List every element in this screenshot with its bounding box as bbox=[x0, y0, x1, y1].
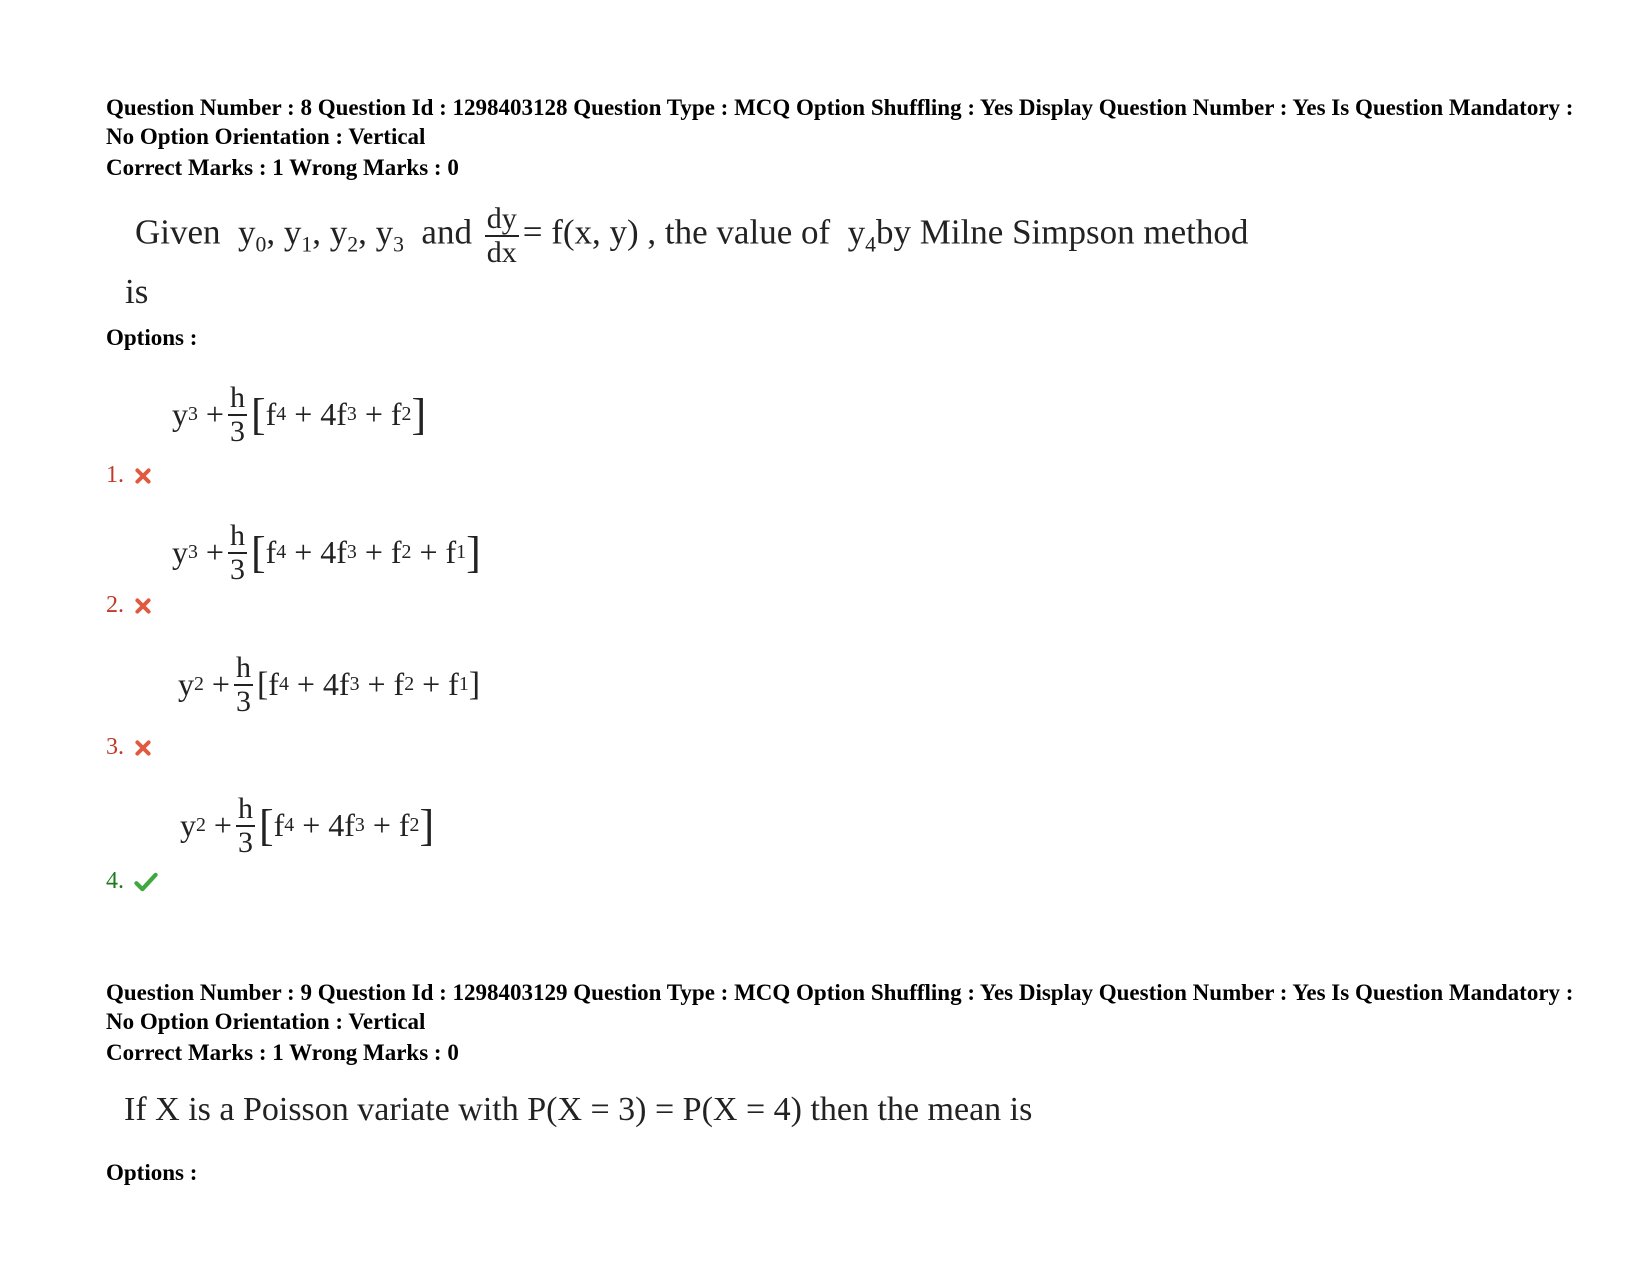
q8-options-label: Options : bbox=[106, 325, 198, 350]
q8-stem-y4: $y_4$ bbox=[847, 212, 876, 257]
q8-stem-y2: $y_2$ bbox=[329, 212, 359, 257]
h-over-3-fraction: $\frac{h}{3}$ bbox=[229, 381, 245, 448]
q8-stem-eq: = f(x, y) , the value of bbox=[522, 212, 831, 252]
h-over-3-fraction: $\frac{h}{3}$ bbox=[237, 792, 253, 859]
cross-icon bbox=[134, 739, 152, 757]
q9-stem: If X is a Poisson variate with P(X = 3) = P(X = 4) then the mean is bbox=[124, 1091, 1033, 1128]
q8-option-4[interactable] bbox=[106, 868, 158, 895]
q8-option-2-formula: y 3 + $\frac{h}{3}$ [ f 4 + 4f 3 + f 2 + f 1 ] bbox=[172, 519, 481, 586]
q8-stem-y3: $y_3$ bbox=[375, 212, 404, 257]
option-number: 3. bbox=[106, 734, 124, 760]
check-icon bbox=[134, 872, 158, 892]
q8-stem-given: Given bbox=[135, 212, 221, 252]
q9-options-label: Options : bbox=[106, 1160, 198, 1185]
q8-marks: Correct Marks : 1 Wrong Marks : 0 bbox=[106, 155, 459, 180]
q8-stem-tail: by Milne Simpson method bbox=[875, 212, 1249, 252]
q8-stem: Given $y_0$, $y_1$, $y_2$, $y_3$ and $\frac{dy}{dx}$ = f(x, y) , the value of $y_4by$ Milne Simpson method bbox=[135, 202, 1249, 269]
q8-stem-y1: $y_1$ bbox=[283, 212, 313, 257]
q8-option-2[interactable] bbox=[106, 592, 152, 619]
q9-meta: Question Number : 9 Question Id : 1298403129 Question Type : MCQ Option Shuffling : Yes Display Question Number : Yes Is Question Mandatory : No Option Orientation : Vertical bbox=[106, 980, 1574, 1034]
option-number: 1. bbox=[106, 462, 124, 488]
q9-marks: Correct Marks : 1 Wrong Marks : 0 bbox=[106, 1040, 459, 1065]
q8-meta: Question Number : 8 Question Id : 1298403128 Question Type : MCQ Option Shuffling : Yes Display Question Number : Yes Is Question Mandatory : No Option Orientation : Vertical bbox=[106, 95, 1574, 149]
q8-option-3-formula: y 2 + $\frac{h}{3}$ [ f 4 + 4f 3 + f 2 + f 1 ] bbox=[178, 651, 481, 718]
cross-icon bbox=[134, 467, 152, 485]
q8-option-1[interactable] bbox=[106, 462, 152, 489]
h-over-3-fraction: $\frac{h}{3}$ bbox=[235, 651, 251, 718]
q8-stem-is: is bbox=[125, 272, 149, 311]
cross-icon bbox=[134, 597, 152, 615]
q8-stem-and: and bbox=[421, 212, 472, 252]
h-over-3-fraction: $\frac{h}{3}$ bbox=[229, 519, 245, 586]
q8-option-1-formula: y 3 + $\frac{h}{3}$ [ f 4 + 4f 3 + f 2 ] bbox=[172, 381, 427, 448]
q8-option-3[interactable] bbox=[106, 734, 152, 761]
q8-option-4-formula: y 2 + $\frac{h}{3}$ [ f 4 + 4f 3 + f 2 ] bbox=[180, 792, 435, 859]
q8-stem-derivative: $\frac{dy}{dx}$ bbox=[486, 202, 517, 269]
option-number: 2. bbox=[106, 592, 124, 618]
q8-stem-y0: $y_0$ bbox=[238, 212, 267, 257]
option-number: 4. bbox=[106, 868, 124, 894]
